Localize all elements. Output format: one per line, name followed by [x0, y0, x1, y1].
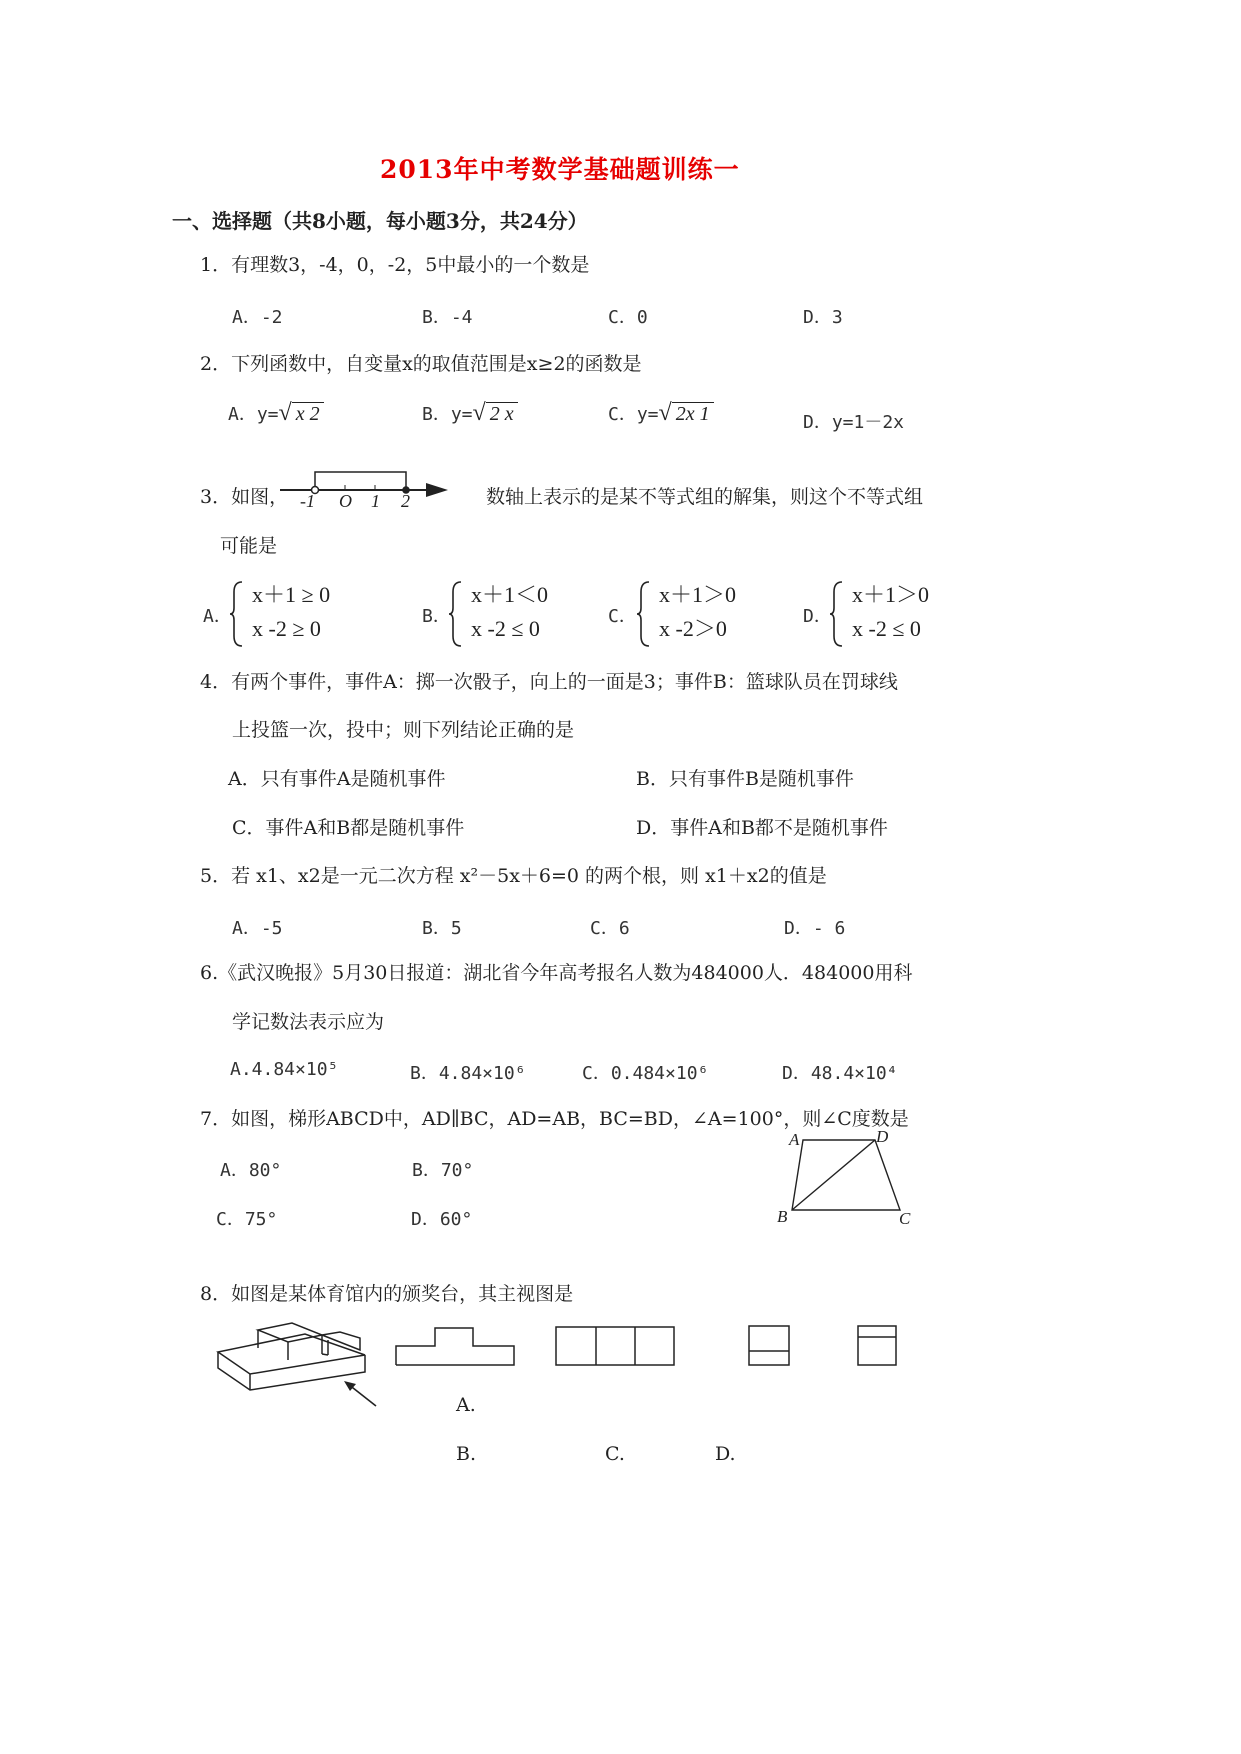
q5-option-a[interactable]: A．-5: [232, 918, 283, 939]
q2-a-radicand: x 2: [292, 402, 324, 425]
q2-option-c[interactable]: [608, 400, 714, 427]
question-4-stem-line2: 上投篮一次，投中；则下列结论正确的是: [232, 719, 575, 741]
q3-option-a-system[interactable]: [228, 580, 338, 650]
page-title: 2013年中考数学基础题训练一: [380, 155, 740, 184]
question-1-stem: 1．有理数3，-4，0，-2，5中最小的一个数是: [200, 254, 590, 276]
q6-option-a[interactable]: A.4.84×10⁵: [230, 1059, 339, 1080]
sqrt-sign: √: [658, 400, 672, 426]
section-heading: 一、选择题（共8小题，每小题3分，共24分）: [172, 209, 588, 233]
q7-option-b[interactable]: B．70°: [412, 1160, 474, 1181]
tick-label-2: 2: [401, 491, 410, 511]
q3-option-d-label[interactable]: D．: [803, 606, 832, 627]
q3-option-c-label[interactable]: C．: [608, 606, 637, 627]
q5-option-c[interactable]: C．6: [590, 918, 630, 939]
arrow-head-icon: [426, 483, 448, 497]
inequality-row: x＋1＜0: [471, 582, 549, 607]
vertex-label-b: B: [777, 1207, 788, 1226]
question-4-stem-line1: 4．有两个事件，事件A：掷一次骰子，向上的一面是3；事件B：篮球队员在罚球线: [200, 671, 898, 693]
q1-option-a[interactable]: A．-2: [232, 307, 283, 328]
q2-option-a[interactable]: [228, 400, 324, 427]
inequality-row: x -2＞0: [659, 616, 727, 641]
q8-option-c-figure[interactable]: [748, 1325, 793, 1368]
question-8-stem: 8．如图是某体育馆内的颁奖台，其主视图是: [200, 1283, 574, 1305]
view-direction-arrow-icon: [340, 1378, 382, 1410]
inequality-row: x＋1＞0: [852, 582, 930, 607]
q2-c-radicand: 2x 1: [672, 402, 714, 425]
q7-option-a[interactable]: A．80°: [220, 1160, 282, 1181]
q8-option-a-figure[interactable]: [395, 1325, 520, 1370]
q6-option-d[interactable]: D．48.4×10⁴: [782, 1063, 898, 1084]
q2-c-prefix: C．y=: [608, 404, 659, 425]
q2-b-prefix: B．y=: [422, 404, 473, 425]
q2-option-d[interactable]: D．y=1－2x: [803, 412, 905, 433]
q8-option-a-label[interactable]: A.: [456, 1394, 476, 1416]
q4-option-d[interactable]: D．事件A和B都不是随机事件: [636, 817, 888, 839]
q3-option-c-system[interactable]: [635, 580, 745, 650]
q3-option-a-label[interactable]: A．: [203, 606, 232, 627]
inequality-row: x＋1 ≥ 0: [252, 582, 331, 607]
q2-b-radicand: 2 x: [486, 402, 518, 425]
sqrt-sign: √: [278, 400, 292, 426]
tick-label-neg1: -1: [300, 491, 315, 511]
q8-option-d-figure[interactable]: [857, 1325, 901, 1368]
q4-option-b[interactable]: B．只有事件B是随机事件: [636, 768, 854, 790]
q8-option-b-figure[interactable]: [555, 1326, 677, 1368]
question-7-stem: 7．如图，梯形ABCD中，AD∥BC，AD=AB，BC=BD，∠A=100°，则∠C度数是: [200, 1108, 909, 1130]
q7-option-d[interactable]: D．60°: [411, 1209, 473, 1230]
brace-icon: [635, 580, 651, 648]
tick-label-1: 1: [371, 491, 380, 511]
q2-option-b[interactable]: [422, 400, 518, 427]
trapezoid-abcd: [792, 1140, 900, 1210]
question-6-stem-line2: 学记数法表示应为: [232, 1011, 385, 1033]
q6-option-c[interactable]: C．0.484×10⁶: [582, 1063, 709, 1084]
q5-option-b[interactable]: B．5: [422, 918, 462, 939]
vertex-label-d: D: [876, 1127, 889, 1146]
q5-option-d[interactable]: D．- 6: [784, 918, 846, 939]
question-3-stem-suffix: 数轴上表示的是某不等式组的解集，则这个不等式组: [486, 486, 924, 508]
inequality-row: x -2 ≤ 0: [471, 616, 540, 641]
question-6-stem-line1: 6.《武汉晚报》5月30日报道：湖北省今年高考报名人数为484000人．484000用科: [200, 962, 913, 984]
brace-icon: [828, 580, 844, 648]
q1-option-c[interactable]: C．0: [608, 307, 648, 328]
sqrt-sign: √: [472, 400, 486, 426]
q4-option-a[interactable]: A．只有事件A是随机事件: [228, 768, 446, 790]
vertex-label-c: C: [899, 1209, 911, 1228]
brace-icon: [228, 580, 244, 648]
solution-bracket: [315, 472, 406, 490]
question-5-stem: 5．若 x1、x2是一元二次方程 x²－5x＋6=0 的两个根，则 x1＋x2的值是: [200, 865, 827, 887]
base-top: [218, 1334, 365, 1374]
question-2-stem: 2．下列函数中，自变量x的取值范围是x≥2的函数是: [200, 353, 642, 375]
q1-option-b[interactable]: B．-4: [422, 307, 473, 328]
inequality-row: x＋1＞0: [659, 582, 737, 607]
q8-option-c-label[interactable]: C.: [605, 1443, 625, 1465]
q6-option-b[interactable]: B．4.84×10⁶: [410, 1063, 526, 1084]
question-3-stem-prefix: 3．如图，: [200, 486, 289, 508]
question-3-stem-line2: 可能是: [220, 535, 278, 557]
q8-option-d-label[interactable]: D.: [715, 1443, 736, 1465]
q3-option-b-system[interactable]: [447, 580, 557, 650]
q3-option-b-label[interactable]: B．: [422, 606, 451, 627]
q2-a-prefix: A．y=: [228, 404, 279, 425]
q4-option-c[interactable]: C．事件A和B都是随机事件: [232, 817, 465, 839]
inequality-row: x -2 ≥ 0: [252, 616, 321, 641]
vertex-label-a: A: [789, 1130, 800, 1149]
middle-top: [258, 1323, 322, 1342]
inequality-row: x -2 ≤ 0: [852, 616, 921, 641]
q8-option-b-label[interactable]: B.: [456, 1443, 477, 1465]
brace-icon: [447, 580, 463, 648]
q1-option-d[interactable]: D．3: [803, 307, 843, 328]
tick-label-origin: O: [339, 491, 352, 511]
q7-option-c[interactable]: C．75°: [216, 1209, 278, 1230]
diagonal-bd: [792, 1140, 875, 1210]
q3-option-d-system[interactable]: [828, 580, 938, 650]
